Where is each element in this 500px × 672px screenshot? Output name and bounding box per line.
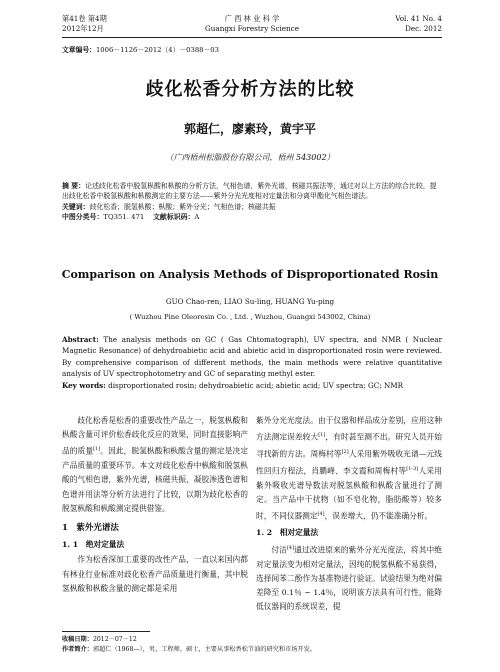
title-cn: 歧化松香分析方法的比较 [145, 79, 355, 100]
body-column-right [256, 414, 442, 614]
doc-code-label: 文献标识码： [153, 213, 195, 222]
citation-ref: [2] [341, 448, 349, 455]
abstract-cn-text: 论述歧化松香中脱氢枞酸和枞酸的分析方法，气相色谱，紫外光谱，核磁共振法等，通过对以上方法的综合比较，提出歧化松香中脱氢枞酸和枞酸测定的主要方法——紫外分光光度相对定量法和分离甲酯化气相色谱法。 [62, 182, 437, 201]
abstract-en-text: The analysis methods on GC ( Gas Chtomatograph), UV spectra, and NMR ( Nuclear Magnetic Resonance) of dehydroabietic acid and abietic acid in disproportionated rosin were reviewed. By comprehensive comparison of different methods, the main methods were relative quantitative analysis of UV spectrophotometry and GC of separating methyl ester. [62, 335, 442, 379]
title-en: Comparison on Analysis Methods of Disproportionated Rosin [61, 268, 439, 281]
abstract-cn [62, 181, 442, 223]
affiliation-cn: （广西梧州松脂股份有限公司，梧州 543002） [165, 153, 335, 162]
footnote-received [62, 635, 442, 645]
uv-paragraph-continued [256, 414, 442, 524]
uv-text-e: ，误差增大，仍不能准确分析。 [324, 511, 433, 521]
doc-code-value: A [194, 213, 200, 222]
section-heading-1: 1 紫外光谱法 [62, 522, 119, 533]
uv-text-c: 人采用紫外吸收光谱—元线性回归方程法，肖鹏峰、李文霞和周梅村等 [256, 449, 442, 476]
header-divider [62, 37, 442, 38]
uv-text-d: 人采用紫外吸收光谱导数法对脱氢枞酸和枞酸含量进行了测定。当产品中干扰物（如不皂化物，脂肪酸等）较多时，不同仪器测定 [256, 466, 442, 521]
affiliation-en: ( Wuzhou Pine Oleoresin Co. , Ltd. , Wuzhou, Guangxi 543002, China) [129, 313, 371, 321]
author-bio-label: 作者简介： [62, 646, 93, 653]
header-volume-cn: 第41卷 第4期 [62, 14, 107, 23]
article-number [62, 44, 219, 54]
header-journal-en: Guangxi Forestry Science [205, 24, 299, 33]
relative-method-paragraph [256, 541, 442, 615]
footnote-author [62, 645, 442, 655]
running-header [62, 14, 442, 36]
clc-label: 中图分类号： [62, 213, 104, 222]
abstract-en [62, 334, 442, 391]
subsection-heading-1-2: 1. 2 相对定量法 [256, 527, 319, 537]
received-label: 收稿日期： [62, 636, 93, 643]
uv-text-b: ，有时甚至测不出。研究人员开始寻找新的方法。周梅村等 [256, 432, 442, 459]
citation-ref: [4] [317, 510, 325, 517]
header-journal-cn: 广 西 林 业 科 学 [224, 14, 280, 23]
abstract-cn-paragraph [62, 181, 442, 202]
keywords-en-label: Key words: [62, 380, 106, 390]
keywords-cn-label: 关键词： [62, 202, 90, 211]
intro-text-end: 。因此，脱氢枞酸和枞酸含量的测定是决定产品质量的重要环节。本文对歧化松香中枞酸和脱氢枞酸的气相色谱，紫外光谱，核磁共振，凝胶渗透色谱和色谱并用法等分析方法进行了比较，以期为歧化松香的脱氢枞酸和枞酸测定提供借鉴。 [62, 446, 248, 513]
intro-paragraph [62, 414, 248, 516]
header-issue-en [395, 14, 442, 34]
clc-value: TQ351. 471 [103, 213, 145, 222]
abstract-en-paragraph [62, 334, 442, 380]
authors-cn: 郭超仁，廖素玲，黄宇平 [183, 122, 316, 136]
article-number-label: 文章编号： [62, 46, 96, 54]
uv-text-a: 紫外分光光度法。由于仪器和样品成分差别，应用这种方法测定误差较大 [256, 416, 442, 442]
header-journal [62, 14, 442, 34]
abstract-en-label: Abstract: [62, 335, 99, 344]
footnote-divider [62, 631, 150, 632]
rel-text-b: 通过改进原来的紫外分光光度法，将其中绝对定量法变为相对定量法，因纯的脱氢枞酸不易获得，选择间苯二酚作为基准物进行验证。试验结果为绝对偏差降至 0.1％ ~ 1.4％，说明该方法具有可行性，能降低仪器间的系统误差，提 [256, 545, 442, 612]
citation-ref: [4] [286, 544, 295, 551]
citation-ref: [1-3] [406, 465, 419, 472]
keywords-cn [62, 202, 442, 212]
citation-ref: [1] [318, 432, 326, 439]
abstract-cn-label: 摘 要： [62, 182, 86, 190]
received-value: 2012－07－12 [92, 636, 137, 643]
article-number-value: 1006－1126－2012（4）－0388－03 [95, 46, 219, 54]
header-volume-en: Vol. 41 No. 4 [395, 14, 442, 23]
body-column-left [62, 414, 248, 596]
citation-ref: [1] [93, 446, 101, 453]
author-bio-value: 郭超仁（1968—），男，工程师，硕士，主要从事松香松节油的研究和市场开发。 [92, 646, 316, 653]
absolute-method-paragraph: 作为松香深加工重要的改性产品，一直以来国内都有林业行业标准对歧化松香产品质量进行衡量，其中脱氢枞酸和枞酸含量的测定都是采用 [62, 555, 248, 593]
authors-en: GUO Chao-ren, LIAO Su-ling, HUANG Yu-ping [165, 297, 335, 306]
header-date-cn: 2012年12月 [62, 24, 104, 33]
keywords-cn-text: 歧化松香；脱氢枞酸；枞酸；紫外分光；气相色谱；核磁共振 [89, 202, 276, 211]
intro-text: 歧化松香是松香的重要改性产品之一，脱氢枞酸和枞酸含量可评价松香歧化反应的效果，同时直接影响产品的质量 [62, 416, 248, 456]
keywords-en [62, 380, 442, 391]
keywords-en-text: disproportionated rosin; dehydroabietic acid; abietic acid; UV spectra; GC; NMR [108, 380, 404, 390]
subsection-heading-1-1: 1. 1 绝对定量法 [62, 540, 125, 550]
header-date-en: Dec. 2012 [405, 24, 442, 33]
rel-text-a: 付洁 [271, 545, 287, 555]
footnote [62, 635, 442, 655]
classification-cn [62, 212, 442, 222]
